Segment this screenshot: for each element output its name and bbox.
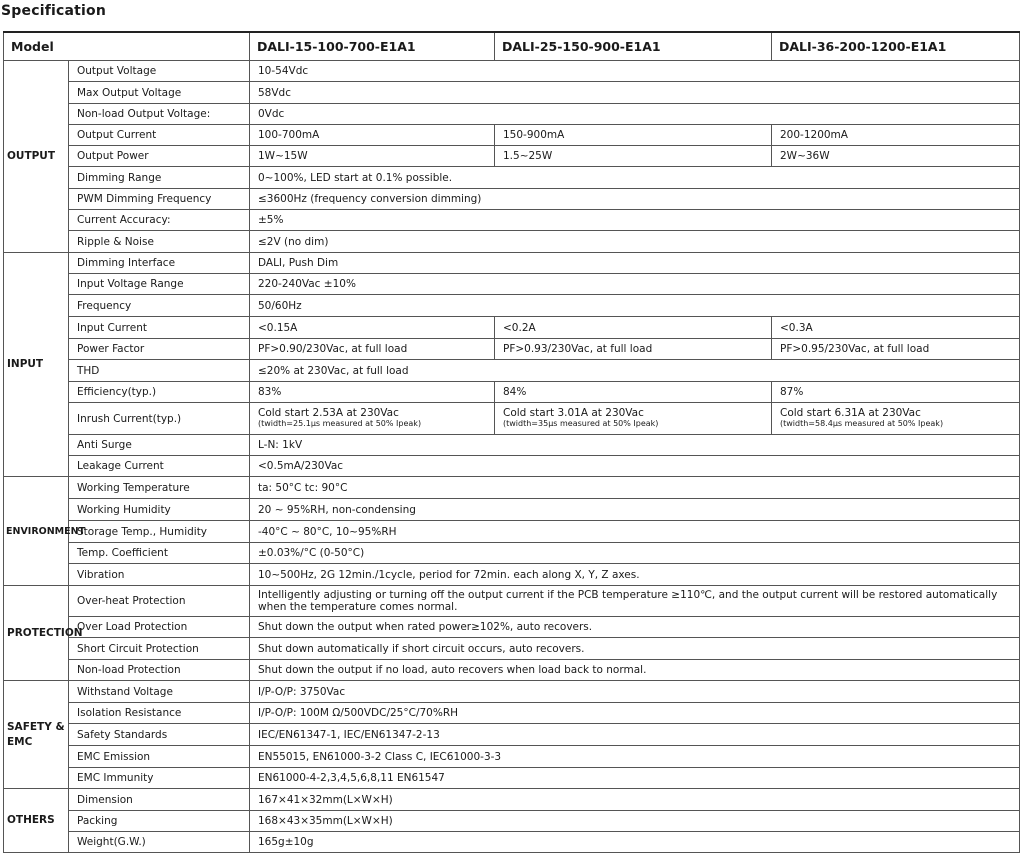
row-label: Over-heat Protection [69, 586, 250, 617]
row-label: Vibration [69, 564, 250, 586]
row-value: 167×41×32mm(L×W×H) [250, 789, 1020, 811]
row-value: 58Vdc [250, 82, 1020, 104]
row-label: Input Current [69, 317, 250, 339]
table-row [4, 295, 1020, 317]
table-row [4, 82, 1020, 104]
inrush-value: Cold start 6.31A at 230Vac [780, 407, 921, 419]
model-column-3: DALI-36-200-1200-E1A1 [772, 32, 1020, 61]
table-row [4, 146, 1020, 167]
row-value: ≤2V (no dim) [250, 231, 1020, 253]
row-value: L-N: 1kV [250, 435, 1020, 456]
table-row [4, 832, 1020, 853]
table-row [4, 617, 1020, 638]
model-column-1: DALI-15-100-700-E1A1 [250, 32, 495, 61]
row-value: -40°C ~ 80°C, 10~95%RH [250, 521, 1020, 543]
row-label: Non-load Output Voltage: [69, 104, 250, 125]
row-value-model-3: 87% [772, 382, 1020, 403]
row-value: 165g±10g [250, 832, 1020, 853]
row-value: 168×43×35mm(L×W×H) [250, 811, 1020, 832]
row-value-model-2: <0.2A [495, 317, 772, 339]
row-label: Max Output Voltage [69, 82, 250, 104]
row-value-model-2: 150-900mA [495, 125, 772, 146]
row-label: Input Voltage Range [69, 274, 250, 295]
header-row [4, 32, 1020, 61]
table-row [4, 703, 1020, 724]
row-value-model-3: PF>0.95/230Vac, at full load [772, 339, 1020, 360]
row-value-model-1: PF>0.90/230Vac, at full load [250, 339, 495, 360]
row-label: Temp. Coefficient [69, 543, 250, 564]
group-label-safety-emc: SAFETY & EMC [4, 681, 69, 789]
row-value-model-1: <0.15A [250, 317, 495, 339]
row-label: Isolation Resistance [69, 703, 250, 724]
row-label: Current Accuracy: [69, 210, 250, 231]
row-label: Weight(G.W.) [69, 832, 250, 853]
row-value: 10~500Hz, 2G 12min./1cycle, period for 72min. each along X, Y, Z axes. [250, 564, 1020, 586]
table-row [4, 477, 1020, 499]
model-column-2: DALI-25-150-900-E1A1 [495, 32, 772, 61]
table-row [4, 435, 1020, 456]
row-label: Non-load Protection [69, 660, 250, 681]
table-row [4, 61, 1020, 82]
table-row [4, 681, 1020, 703]
row-label: Output Voltage [69, 61, 250, 82]
inrush-value: Cold start 2.53A at 230Vac [258, 407, 399, 419]
row-value: Shut down automatically if short circuit occurs, auto recovers. [250, 638, 1020, 660]
table-row [4, 210, 1020, 231]
row-value: DALI, Push Dim [250, 253, 1020, 274]
table-row [4, 499, 1020, 521]
row-value-model-3 [772, 403, 1020, 435]
row-value: 0~100%, LED start at 0.1% possible. [250, 167, 1020, 189]
table-row [4, 543, 1020, 564]
row-value-model-1: 1W~15W [250, 146, 495, 167]
row-value-model-3: 2W~36W [772, 146, 1020, 167]
table-row [4, 521, 1020, 543]
row-value: ≤20% at 230Vac, at full load [250, 360, 1020, 382]
group-label-output: OUTPUT [4, 61, 69, 253]
row-value-model-2: PF>0.93/230Vac, at full load [495, 339, 772, 360]
row-label: Output Power [69, 146, 250, 167]
inrush-note: (twidth=25.1μs measured at 50% Ipeak) [258, 419, 422, 428]
row-value-model-2: 84% [495, 382, 772, 403]
row-label: EMC Immunity [69, 768, 250, 789]
row-label: Packing [69, 811, 250, 832]
table-row [4, 811, 1020, 832]
group-label-others: OTHERS [4, 789, 69, 853]
table-row [4, 586, 1020, 617]
table-row [4, 768, 1020, 789]
table-row [4, 360, 1020, 382]
table-row [4, 403, 1020, 435]
row-value: 50/60Hz [250, 295, 1020, 317]
row-value: ta: 50°C tc: 90°C [250, 477, 1020, 499]
row-label: Storage Temp., Humidity [69, 521, 250, 543]
table-row [4, 746, 1020, 768]
row-label: Short Circuit Protection [69, 638, 250, 660]
row-value: Shut down the output if no load, auto recovers when load back to normal. [250, 660, 1020, 681]
row-value-model-1 [250, 403, 495, 435]
row-value: ±5% [250, 210, 1020, 231]
row-value: ±0.03%/°C (0-50°C) [250, 543, 1020, 564]
row-value: Intelligently adjusting or turning off the output current if the PCB temperature ≥110℃, and the output current will be restored automatically when the temperature comes normal. [250, 586, 1020, 617]
inrush-note: (twidth=58.4μs measured at 50% Ipeak) [780, 419, 944, 428]
table-row [4, 382, 1020, 403]
table-row [4, 724, 1020, 746]
row-value: ≤3600Hz (frequency conversion dimming) [250, 189, 1020, 210]
row-value: Shut down the output when rated power≥102%, auto recovers. [250, 617, 1020, 638]
row-label: Dimming Interface [69, 253, 250, 274]
row-label: Output Current [69, 125, 250, 146]
row-label: Inrush Current(typ.) [69, 403, 250, 435]
table-row [4, 789, 1020, 811]
row-label: Withstand Voltage [69, 681, 250, 703]
row-label: Leakage Current [69, 456, 250, 477]
row-label: Power Factor [69, 339, 250, 360]
row-label: Dimming Range [69, 167, 250, 189]
table-row [4, 274, 1020, 295]
row-value-model-1: 100-700mA [250, 125, 495, 146]
table-row [4, 231, 1020, 253]
row-label: Frequency [69, 295, 250, 317]
row-label: Over Load Protection [69, 617, 250, 638]
table-row [4, 660, 1020, 681]
row-value-model-3: <0.3A [772, 317, 1020, 339]
table-row [4, 189, 1020, 210]
row-value: EN61000-4-2,3,4,5,6,8,11 EN61547 [250, 768, 1020, 789]
group-label-input: INPUT [4, 253, 69, 477]
row-value: <0.5mA/230Vac [250, 456, 1020, 477]
row-label: Ripple & Noise [69, 231, 250, 253]
table-row [4, 167, 1020, 189]
row-label: Efficiency(typ.) [69, 382, 250, 403]
row-label: Safety Standards [69, 724, 250, 746]
row-label: Dimension [69, 789, 250, 811]
page-title: Specification [1, 3, 107, 19]
row-value-model-2 [495, 403, 772, 435]
row-value: EN55015, EN61000-3-2 Class C, IEC61000-3-3 [250, 746, 1020, 768]
row-value: IEC/EN61347-1, IEC/EN61347-2-13 [250, 724, 1020, 746]
row-value-model-3: 200-1200mA [772, 125, 1020, 146]
row-label: Working Humidity [69, 499, 250, 521]
row-value-model-1: 83% [250, 382, 495, 403]
row-value: 220-240Vac ±10% [250, 274, 1020, 295]
table-row [4, 125, 1020, 146]
table-row [4, 564, 1020, 586]
row-label: THD [69, 360, 250, 382]
table-row [4, 253, 1020, 274]
row-value: I/P-O/P: 100M Ω/500VDC/25°C/70%RH [250, 703, 1020, 724]
table-row [4, 456, 1020, 477]
specification-table [3, 31, 1020, 853]
row-value: I/P-O/P: 3750Vac [250, 681, 1020, 703]
row-label: EMC Emission [69, 746, 250, 768]
table-row [4, 638, 1020, 660]
row-value-model-2: 1.5~25W [495, 146, 772, 167]
table-row [4, 339, 1020, 360]
group-label-protection: PROTECTION [4, 586, 69, 681]
inrush-value: Cold start 3.01A at 230Vac [503, 407, 644, 419]
row-value: 0Vdc [250, 104, 1020, 125]
inrush-note: (twidth=35μs measured at 50% Ipeak) [503, 419, 659, 428]
row-label: Anti Surge [69, 435, 250, 456]
row-label: PWM Dimming Frequency [69, 189, 250, 210]
row-label: Working Temperature [69, 477, 250, 499]
group-label-environment: ENVIRONMENT [4, 477, 69, 586]
model-header: Model [4, 32, 250, 61]
row-value: 10-54Vdc [250, 61, 1020, 82]
row-value: 20 ~ 95%RH, non-condensing [250, 499, 1020, 521]
table-row [4, 317, 1020, 339]
table-row [4, 104, 1020, 125]
